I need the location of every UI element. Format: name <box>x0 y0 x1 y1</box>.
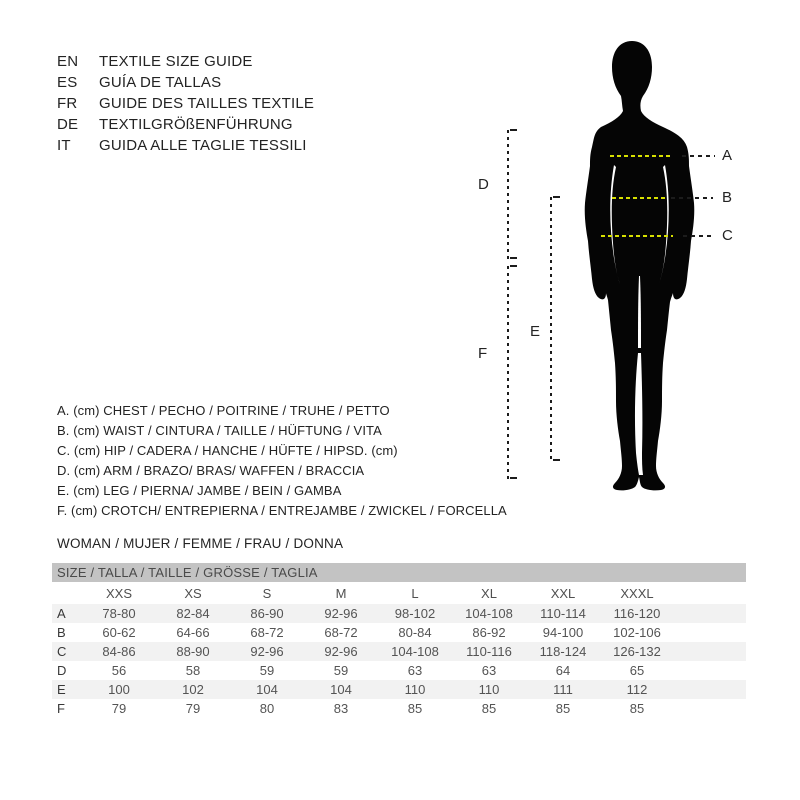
cell: 85 <box>555 701 571 716</box>
arm-measure-tick-bottom <box>510 257 517 259</box>
table-row-leg <box>52 680 746 699</box>
language-row <box>57 135 314 156</box>
language-row <box>57 93 314 114</box>
leg-measure-tick-top <box>553 196 560 198</box>
table-row-arm <box>52 661 746 680</box>
measure-label-e: E <box>530 323 541 340</box>
cell: 92-96 <box>324 644 358 659</box>
cell: 111 <box>553 682 573 697</box>
hip-leader-dash <box>683 235 713 237</box>
legend-line-waist: B. (cm) WAIST / CINTURA / TAILLE / HÜFTUNG / VITA <box>57 423 382 438</box>
language-code: FR <box>57 95 78 112</box>
cell: 126-132 <box>613 644 661 659</box>
language-row <box>57 51 314 72</box>
cell: 102 <box>182 682 204 697</box>
crotch-measure-line <box>507 266 509 479</box>
cell: 98-102 <box>394 606 436 621</box>
cell: 80-84 <box>398 625 432 640</box>
cell: 60-62 <box>102 625 136 640</box>
header-spacer <box>52 582 82 604</box>
cell: 92-96 <box>250 644 284 659</box>
hip-measure-dash <box>601 235 673 237</box>
size-table-section <box>52 563 746 718</box>
cell: 63 <box>407 663 423 678</box>
measure-label-d: D <box>478 176 489 193</box>
cell: 104-108 <box>391 644 439 659</box>
cell: 84-86 <box>102 644 136 659</box>
column-header-xl: XL <box>481 585 497 601</box>
column-header-xxxl: XXXL <box>620 585 654 601</box>
language-code: IT <box>57 137 71 154</box>
leg-measure-line <box>550 197 552 461</box>
measure-label-f: F <box>478 345 488 362</box>
chest-leader-dash <box>682 155 715 157</box>
cell: 104 <box>330 682 352 697</box>
legend-line-hip: C. (cm) HIP / CADERA / HANCHE / HÜFTE / HIPSD. (cm) <box>57 443 398 458</box>
cell: 94-100 <box>542 625 584 640</box>
legend-line-arm: D. (cm) ARM / BRAZO/ BRAS/ WAFFEN / BRACCIA <box>57 463 365 478</box>
measure-label-a: A <box>722 147 733 164</box>
legend-line-crotch: F. (cm) CROTCH/ ENTREPIERNA / ENTREJAMBE / ZWICKEL / FORCELLA <box>57 503 507 518</box>
column-header-xxl: XXL <box>550 585 576 601</box>
arm-measure-tick-top <box>510 129 517 131</box>
cell: 56 <box>111 663 127 678</box>
cell: 59 <box>259 663 275 678</box>
language-label: GUÍA DE TALLAS <box>99 74 222 91</box>
table-row-waist <box>52 623 746 642</box>
column-header-xxs: XXS <box>105 585 132 601</box>
column-header-m: M <box>335 585 347 601</box>
measurement-legend <box>57 401 507 521</box>
cell: 92-96 <box>324 606 358 621</box>
cell: 65 <box>629 663 645 678</box>
cell: 58 <box>185 663 201 678</box>
cell-spacer <box>674 623 746 642</box>
measure-label-b: B <box>722 189 733 206</box>
row-label: B <box>57 625 66 640</box>
cell: 85 <box>629 701 645 716</box>
cell: 110 <box>404 682 426 697</box>
chest-measure-dash <box>610 155 670 157</box>
cell: 82-84 <box>176 606 210 621</box>
cell: 86-90 <box>250 606 284 621</box>
crotch-measure-tick-top <box>510 265 517 267</box>
cell: 64 <box>555 663 571 678</box>
cell: 102-106 <box>613 625 661 640</box>
legend-line-chest: A. (cm) CHEST / PECHO / POITRINE / TRUHE / PETTO <box>57 403 390 418</box>
language-title-block <box>57 51 314 156</box>
cell: 64-66 <box>176 625 210 640</box>
row-label: D <box>57 663 67 678</box>
waist-measure-dash <box>612 197 668 199</box>
cell: 104 <box>256 682 278 697</box>
arm-measure-line <box>507 130 509 259</box>
row-label: A <box>57 606 66 621</box>
cell: 112 <box>626 682 648 697</box>
cell: 110 <box>478 682 500 697</box>
cell: 80 <box>259 701 275 716</box>
measure-label-c: C <box>722 227 733 244</box>
language-label: TEXTILGRÖßENFÜHRUNG <box>99 116 293 133</box>
column-header-s: S <box>262 585 272 601</box>
column-header-l: L <box>411 585 419 601</box>
size-table-title-bar: SIZE / TALLA / TAILLE / GRÖSSE / TAGLIA <box>52 563 746 582</box>
language-row <box>57 72 314 93</box>
cell: 118-124 <box>539 644 587 659</box>
language-label: GUIDA ALLE TAGLIE TESSILI <box>99 137 307 154</box>
language-row <box>57 114 314 135</box>
cell: 86-92 <box>472 625 506 640</box>
cell: 68-72 <box>250 625 284 640</box>
cell: 100 <box>108 682 130 697</box>
cell: 79 <box>185 701 201 716</box>
header-trailing-spacer <box>674 582 746 604</box>
cell-spacer <box>674 604 746 623</box>
legend-line-leg: E. (cm) LEG / PIERNA/ JAMBE / BEIN / GAMBA <box>57 483 342 498</box>
row-label: C <box>57 644 67 659</box>
cell: 88-90 <box>176 644 210 659</box>
size-header-row <box>52 582 746 604</box>
cell: 79 <box>111 701 127 716</box>
cell: 104-108 <box>465 606 513 621</box>
crotch-measure-tick-bottom <box>510 477 517 479</box>
row-label: F <box>57 701 65 716</box>
table-row-chest <box>52 604 746 623</box>
cell: 116-120 <box>613 606 661 621</box>
table-row-crotch <box>52 699 746 718</box>
woman-silhouette <box>570 38 710 494</box>
cell: 78-80 <box>102 606 136 621</box>
cell-spacer <box>674 661 746 680</box>
cell: 85 <box>481 701 497 716</box>
cell: 110-116 <box>466 644 512 659</box>
gender-heading: WOMAN / MUJER / FEMME / FRAU / DONNA <box>57 536 344 551</box>
waist-leader-dash <box>671 197 713 199</box>
cell-spacer <box>674 642 746 661</box>
size-table <box>52 582 746 718</box>
column-header-xs: XS <box>184 585 202 601</box>
leg-measure-tick-bottom <box>553 459 560 461</box>
cell: 59 <box>333 663 349 678</box>
language-label: TEXTILE SIZE GUIDE <box>99 53 253 70</box>
cell: 83 <box>333 701 349 716</box>
cell: 63 <box>481 663 497 678</box>
cell: 85 <box>407 701 423 716</box>
table-row-hip <box>52 642 746 661</box>
language-code: ES <box>57 74 78 91</box>
cell-spacer <box>674 680 746 699</box>
row-label: E <box>57 682 66 697</box>
cell: 68-72 <box>324 625 358 640</box>
language-code: DE <box>57 116 79 133</box>
language-label: GUIDE DES TAILLES TEXTILE <box>99 95 315 112</box>
cell-spacer <box>674 699 746 718</box>
cell: 110-114 <box>540 606 586 621</box>
language-code: EN <box>57 53 79 70</box>
